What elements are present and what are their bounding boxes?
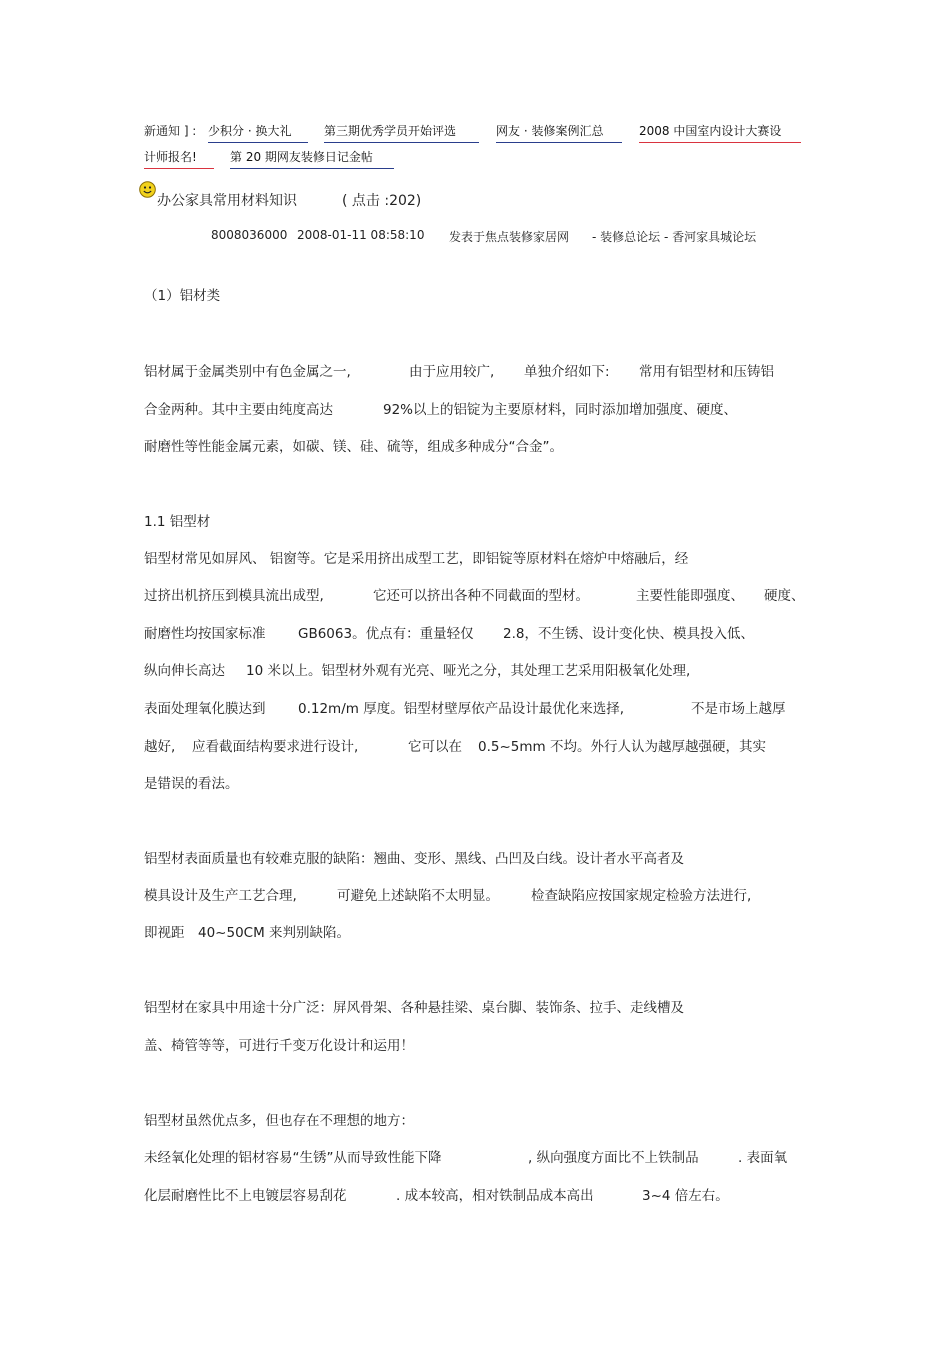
forum-path[interactable]: - 装修总论坛 - 香河家具城论坛 (592, 230, 757, 244)
text-segment: 它可以在 (408, 739, 462, 755)
posted-in: 发表于焦点装修家居网 (449, 230, 570, 244)
text-segment: 主要性能即强度、 (636, 588, 744, 604)
text-segment: 10 米以上。铝型材外观有光亮、哑光之分，其处理工艺采用阳极氧化处理, (246, 663, 691, 679)
subheading: 1.1 铝型材 (144, 514, 211, 530)
text-segment: 铝型材表面质量也有较难克服的缺陷：翘曲、变形、黑线、凸凹及白线。设计者水平高者及 (144, 851, 684, 867)
text-segment: 铝材属于金属类别中有色金属之一, (144, 364, 351, 380)
text-segment: 表面处理氧化膜达到 (144, 701, 266, 717)
text-segment: 0.12m/m 厚度。铝型材壁厚依产品设计最优化来选择, (298, 701, 624, 717)
notice-link-designer-signup[interactable]: 计师报名! (144, 148, 214, 169)
notice-prefix: 新通知 ] : (144, 124, 197, 138)
text-segment: 92%以上的铝锭为主要原材料，同时添加增加强度、硬度、 (383, 402, 738, 418)
notice-link-diary-gold[interactable]: 第 20 期网友装修日记金帖 (230, 148, 394, 169)
text-segment: . 表面氧 (738, 1150, 788, 1166)
text-segment: 是错误的看法。 (144, 776, 239, 792)
notice-link-case-collection[interactable]: 网友 · 装修案例汇总 (496, 122, 622, 143)
notice-link-student-selection[interactable]: 第三期优秀学员开始评选 (324, 122, 479, 143)
text-segment: GB6063。优点有：重量轻仅 (298, 626, 474, 642)
click-count: ( 点击 :202) (342, 193, 422, 209)
text-segment: . 成本较高，相对铁制品成本高出 (396, 1188, 594, 1204)
text-segment: 纵向伸长高达 (144, 663, 225, 679)
text-segment: 常用有铝型材和压铸铝 (639, 364, 774, 380)
text-segment: 盖、椅管等等，可进行千变万化设计和运用！ (144, 1038, 414, 1054)
article-title: 办公家具常用材料知识 (157, 193, 297, 209)
text-segment: 40~50CM 来判别缺陷。 (198, 925, 351, 941)
post-timestamp: 2008-01-11 08:58:10 (297, 228, 425, 242)
text-segment: 不是市场上越厚 (691, 701, 786, 717)
text-segment: 耐磨性均按国家标准 (144, 626, 266, 642)
text-segment: 单独介绍如下: (524, 364, 610, 380)
section-heading: （1）铝材类 (144, 288, 221, 304)
text-segment: 铝型材虽然优点多，但也存在不理想的地方： (144, 1113, 414, 1129)
text-segment: 即视距 (144, 925, 185, 941)
text-segment: 硬度、 (764, 588, 805, 604)
notice-link-points-gift[interactable]: 少积分 · 换大礼 (208, 122, 308, 143)
text-segment: 3~4 倍左右。 (642, 1188, 729, 1204)
text-segment: 化层耐磨性比不上电镀层容易刮花 (144, 1188, 347, 1204)
text-segment: 0.5~5mm 不均。外行人认为越厚越强硬，其实 (478, 739, 766, 755)
text-segment: 铝型材在家具中用途十分广泛：屏风骨架、各种悬挂梁、桌台脚、装饰条、拉手、走线槽及 (144, 1000, 684, 1016)
text-segment: 应看截面结构要求进行设计, (192, 739, 359, 755)
text-segment: , 纵向强度方面比不上铁制品 (528, 1150, 699, 1166)
text-segment: 铝型材常见如屏风、 铝窗等。它是采用挤出成型工艺，即铝锭等原材料在熔炉中熔融后，经 (144, 551, 689, 567)
text-segment: 模具设计及生产工艺合理, (144, 888, 297, 904)
text-segment: 越好, (144, 739, 176, 755)
text-segment: 它还可以挤出各种不同截面的型材。 (373, 588, 589, 604)
author-id[interactable]: 8008036000 (211, 228, 288, 242)
text-segment: 2.8，不生锈、设计变化快、模具投入低、 (503, 626, 754, 642)
text-segment: 过挤出机挤压到模具流出成型, (144, 588, 324, 604)
text-segment: 未经氧化处理的铝材容易“生锈”从而导致性能下降 (144, 1150, 442, 1166)
text-segment: 由于应用较广, (409, 364, 495, 380)
text-segment: 检查缺陷应按国家规定检验方法进行, (531, 888, 752, 904)
notice-link-design-contest[interactable]: 2008 中国室内设计大赛设 (639, 122, 801, 143)
text-segment: 合金两种。其中主要由纯度高达 (144, 402, 333, 418)
text-segment: 可避免上述缺陷不太明显。 (337, 888, 499, 904)
text-segment: 耐磨性等性能金属元素，如碳、镁、硅、硫等，组成多种成分“合金”。 (144, 439, 563, 455)
smiley-face-icon (139, 181, 156, 198)
